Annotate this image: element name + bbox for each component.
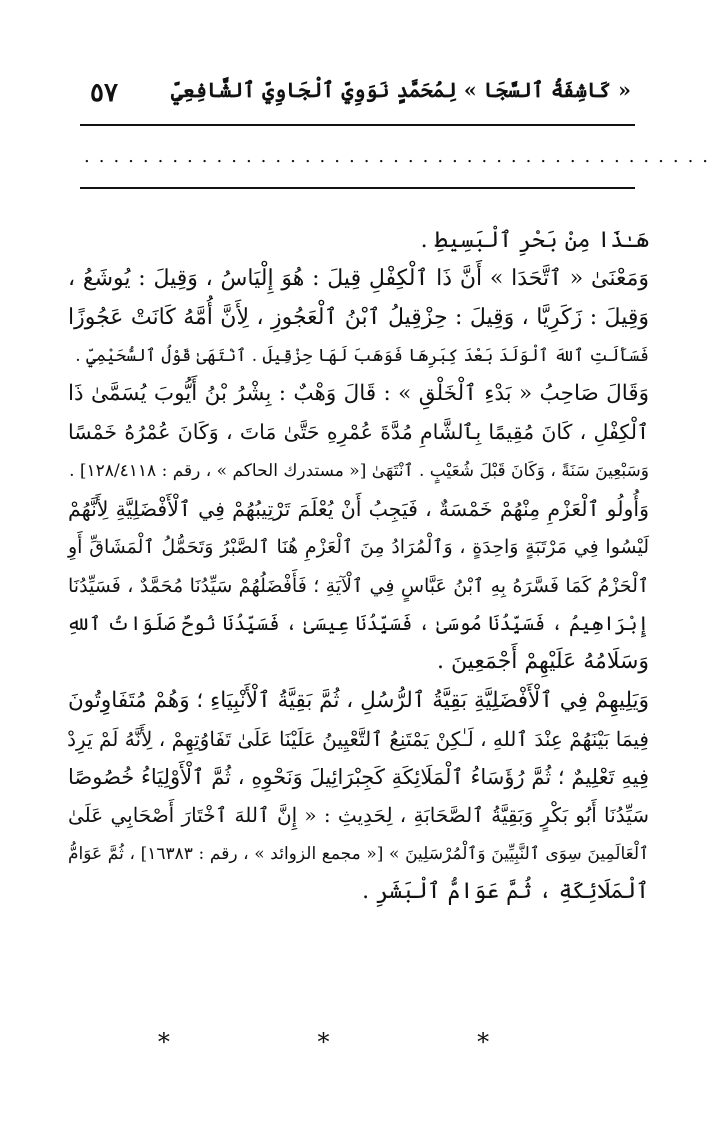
page-header: [90, 74, 631, 114]
text-line: فَسَأَلَتِ ٱللهَ ٱلْوَلَدَ بَعْدَ كِبَرِهَا فَوَهَبَ لَهَا حِزْقِيلَ . ٱنْتَهَىٰ قَوْلُ ٱلسُّحَيْمِيِّ .: [75, 345, 649, 366]
text-line: وَمَعْنَىٰ « ٱتَّحَدَا » أَنَّ ذَا ٱلْكِفْلِ قِيلَ : هُوَ إِلْيَاسُ ، وَقِيلَ : يُوشَعُ ،: [68, 266, 649, 292]
text-line: إِبْرَاهِيمُ ، فَسَيِّدُنَا مُوسَىٰ ، فَسَيِّدُنَا عِيسَىٰ ، فَسَيِّدُنَا نُوحٌ صَلَوَاتُ ٱللهِ: [66, 611, 649, 635]
text-line: فِيهِ تَعْلِيمٌ ؛ ثُمَّ رُؤَسَاءُ ٱلْمَلَائِكَةِ كَجِبْرَائِيلَ وَنَحْوِهِ ، ثُمَّ ٱلْأَوْلِيَاءُ خُصُوصًا: [68, 765, 649, 790]
text-line: فِيمَا بَيْنَهُمْ عِنْدَ ٱللهِ ، لَـٰكِنْ يَمْتَنِعُ ٱلتَّعْيِينُ عَلَيْنَا عَلَىٰ تَفَاوُتِهِمْ ، لِأَنَّهُ لَمْ يَرِدْ: [67, 726, 649, 751]
text-line: وَقَالَ صَاحِبُ « بَدْءِ ٱلْخَلْقِ » : قَالَ وَهْبٌ : بِشْرُ بْنُ أَيُّوبَ يُسَمَّىٰ ذَا: [68, 381, 649, 407]
text-line: وَيَلِيهِمْ فِي ٱلْأَفْضَلِيَّةِ بَقِيَّةُ ٱلرُّسُلِ ، ثُمَّ بَقِيَّةُ ٱلْأَنْبِيَاءِ ؛ وَهُمْ مُتَفَاوِتُونَ: [68, 687, 649, 713]
text-line: ٱلْمَلَائِكَةِ ، ثُمَّ عَوَامُّ ٱلْبَشَرِ .: [362, 879, 649, 905]
paragraph: [68, 260, 649, 375]
text-line: ٱلْعَالَمِينَ سِوَى ٱلنَّبِيِّينَ وَٱلْمُرْسَلِينَ » [« مجمع الزوائد » ، رقم : ١٦٣٨٣] ، ثُمَّ عَوَامُّ: [68, 843, 649, 864]
paragraph: [68, 222, 649, 260]
body-text: [68, 222, 649, 911]
text-line: سَيِّدُنَا أَبُو بَكْرٍ وَبَقِيَّةُ ٱلصَّحَابَةِ ، لِحَدِيثِ : « إِنَّ ٱللهَ ٱخْتَارَ أَصْحَابِي عَلَىٰ: [68, 803, 649, 828]
paragraph: [68, 375, 649, 490]
header-rule: [80, 124, 635, 126]
section-rule: [80, 187, 635, 189]
text-line: وَسَلَامُهُ عَلَيْهِمْ أَجْمَعِينَ .: [437, 649, 649, 675]
text-line: هَـٰذَا مِنْ بَحْرِ ٱلْبَسِيطِ .: [420, 228, 649, 253]
text-line: وَأُولُو ٱلْعَزْمِ مِنْهُمْ خَمْسَةٌ ، فَيَجِبُ أَنْ يُعْلَمَ تَرْتِيبُهُمْ فِي ٱلْأَفْضَلِيَّةِ لِأَنَّهُمْ: [68, 497, 649, 522]
paragraph: [68, 682, 649, 912]
text-line: وَسَبْعِينَ سَنَةً ، وَكَانَ قَبْلَ شُعَيْبٍ . ٱنْتَهَىٰ [« مستدرك الحاكم » ، رقم : ١٢٨/٤١١٨] .: [69, 460, 649, 481]
text-line: ٱلْكِفْلِ ، كَانَ مُقِيمًا بِٱلشَّامِ مُدَّةَ عُمْرِهِ حَتَّىٰ مَاتَ ، وَكَانَ عُمْرُهُ خَمْسًا: [68, 420, 649, 445]
dotted-line: ...........................................: [84, 146, 717, 167]
text-line: وَقِيلَ : زَكَرِيَّا ، وَقِيلَ : حِزْقِيلُ ٱبْنُ ٱلْعَجُوزِ ، لِأَنَّ أُمَّهُ كَانَتْ عَجُوزًا: [68, 304, 649, 330]
text-line: ٱلْحَزْمُ كَمَا فَسَّرَهُ بِهِ ٱبْنُ عَبَّاسٍ فِي ٱلْآيَةِ ؛ فَأَفْضَلُهُمْ سَيِّدُنَا مُحَمَّدٌ ، فَسَيِّدُنَا: [68, 574, 649, 597]
text-line: لَيْسُوا فِي مَرْتَبَةٍ وَاحِدَةٍ ، وَٱلْمُرَادُ مِنَ ٱلْعَزْمِ هُنَا ٱلصَّبْرُ وَتَحَمُّلُ ٱلْمَشَاقِّ أَوِ: [68, 536, 649, 559]
running-title: « كَاشِفَةُ ٱلسَّجَا » لِمُحَمَّدٍ نَوَوِيّ ٱلْجَاوِيّ ٱلشَّافِعِيِّ: [171, 78, 631, 102]
paragraph: [68, 490, 649, 681]
section-separator: * * *: [157, 1028, 560, 1056]
page-number: ٥٧: [90, 78, 118, 108]
